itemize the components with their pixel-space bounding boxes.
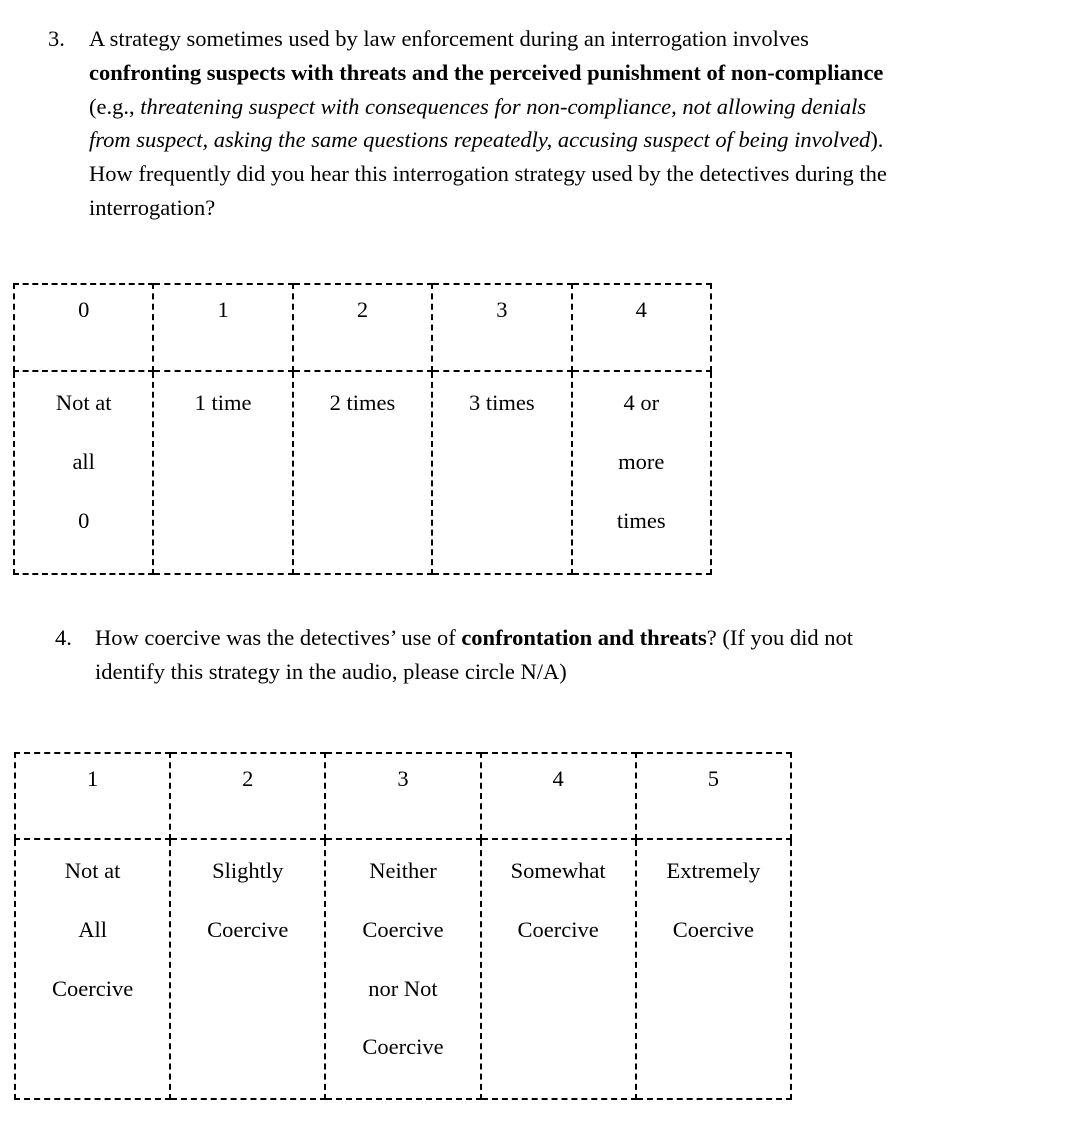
- question-text-line: [95, 621, 853, 655]
- coerciveness-label-cell-0: [15, 839, 170, 1099]
- question-3-line2-bold: confronting suspects with threats and the perceived punishment of non-compliance: [89, 59, 884, 85]
- question-4: [55, 621, 853, 689]
- question-3-number: 3.: [48, 26, 65, 51]
- question-text-line: [89, 157, 887, 191]
- coerciveness-value-cell-4: [636, 753, 791, 839]
- coerciveness-value-cell-2: [325, 753, 480, 839]
- frequency-rating-table: [13, 283, 712, 575]
- coerciveness-label-cell-4: [636, 839, 791, 1099]
- cell-text-line: 0: [78, 507, 90, 533]
- coerciveness-value: 1: [86, 766, 99, 791]
- question-3-line1: A strategy sometimes used by law enforcement during an interrogation involves: [89, 26, 809, 51]
- coerciveness-label-cell-3: [481, 839, 636, 1099]
- question-4-line1-suffix: ? (If you did not: [706, 625, 853, 650]
- cell-text-line: Somewhat: [510, 858, 606, 883]
- question-4-line2: identify this strategy in the audio, please circle N/A): [95, 658, 567, 684]
- question-4-number: 4.: [55, 625, 72, 650]
- frequency-value-cell-0: [14, 284, 153, 371]
- cell-text-line: nor Not: [368, 975, 438, 1001]
- cell-text-line: Neither: [369, 858, 437, 883]
- frequency-value-cell-4: [572, 284, 711, 371]
- question-3-line6: interrogation?: [89, 194, 216, 220]
- frequency-labels-row: [14, 371, 711, 574]
- cell-text-line: Slightly: [212, 858, 284, 883]
- question-text-line: [89, 22, 887, 56]
- frequency-label-cell-2: [293, 371, 432, 574]
- frequency-values-row: [14, 284, 711, 371]
- cell-text-line: Coercive: [362, 1034, 444, 1060]
- frequency-label-cell-4: [572, 371, 711, 574]
- coerciveness-value-cell-3: [481, 753, 636, 839]
- question-text-line: [95, 655, 853, 689]
- question-text-line: [89, 90, 887, 124]
- cell-text-line: 3 times: [469, 390, 535, 415]
- question-3-line3-prefix: (e.g.,: [89, 93, 141, 119]
- cell-text-line: Extremely: [666, 858, 761, 883]
- question-3: [48, 22, 887, 225]
- cell-text-line: Coercive: [207, 916, 289, 942]
- cell-text-line: Not at: [55, 390, 112, 415]
- coerciveness-value-cell-0: [15, 753, 170, 839]
- frequency-label-cell-3: [432, 371, 571, 574]
- coerciveness-value: 5: [707, 766, 719, 791]
- frequency-label-cell-1: [153, 371, 292, 574]
- frequency-value: 1: [217, 297, 229, 322]
- question-4-text: [95, 621, 853, 689]
- cell-text-line: Coercive: [51, 975, 134, 1001]
- question-text-line: [89, 123, 887, 157]
- question-3-line4-italic: from suspect, asking the same questions repeatedly, accusing suspect of being involved: [89, 127, 871, 153]
- cell-text-line: Coercive: [672, 916, 754, 942]
- cell-text-line: 4 or: [623, 390, 660, 415]
- frequency-value: 3: [496, 297, 508, 322]
- cell-text-line: times: [616, 507, 666, 533]
- coerciveness-rating-table: [14, 752, 792, 1100]
- frequency-value: 4: [635, 297, 647, 322]
- coerciveness-value: 3: [397, 766, 409, 791]
- coerciveness-labels-row: [15, 839, 791, 1099]
- question-4-line1-bold: confrontation and threats: [461, 625, 707, 650]
- coerciveness-value: 2: [242, 766, 254, 791]
- cell-text-line: All: [78, 916, 107, 942]
- cell-text-line: more: [618, 448, 665, 474]
- cell-text-line: Coercive: [362, 916, 444, 942]
- question-text-line: [89, 191, 887, 225]
- cell-text-line: Not at: [64, 858, 121, 883]
- cell-text-line: all: [72, 448, 95, 474]
- question-text-line: [89, 56, 887, 90]
- question-4-line1-prefix: How coercive was the detectives’ use of: [95, 625, 462, 650]
- cell-text-line: Coercive: [517, 916, 599, 942]
- frequency-value-cell-1: [153, 284, 292, 371]
- question-3-line4-suffix: ).: [870, 127, 884, 153]
- question-3-text: [89, 22, 887, 225]
- frequency-value-cell-3: [432, 284, 571, 371]
- coerciveness-label-cell-1: [170, 839, 325, 1099]
- cell-text-line: 1 time: [194, 390, 252, 415]
- cell-text-line: 2 times: [329, 390, 396, 415]
- frequency-label-cell-0: [14, 371, 153, 574]
- coerciveness-value: 4: [552, 766, 564, 791]
- frequency-value: 2: [356, 297, 369, 322]
- question-3-line5: How frequently did you hear this interrogation strategy used by the detectives during the: [89, 161, 887, 187]
- coerciveness-value-cell-1: [170, 753, 325, 839]
- frequency-value-cell-2: [293, 284, 432, 371]
- question-3-line3-italic: threatening suspect with consequences for non-compliance, not allowing denials: [140, 93, 867, 119]
- coerciveness-values-row: [15, 753, 791, 839]
- frequency-value: 0: [78, 297, 90, 322]
- coerciveness-label-cell-2: [325, 839, 480, 1099]
